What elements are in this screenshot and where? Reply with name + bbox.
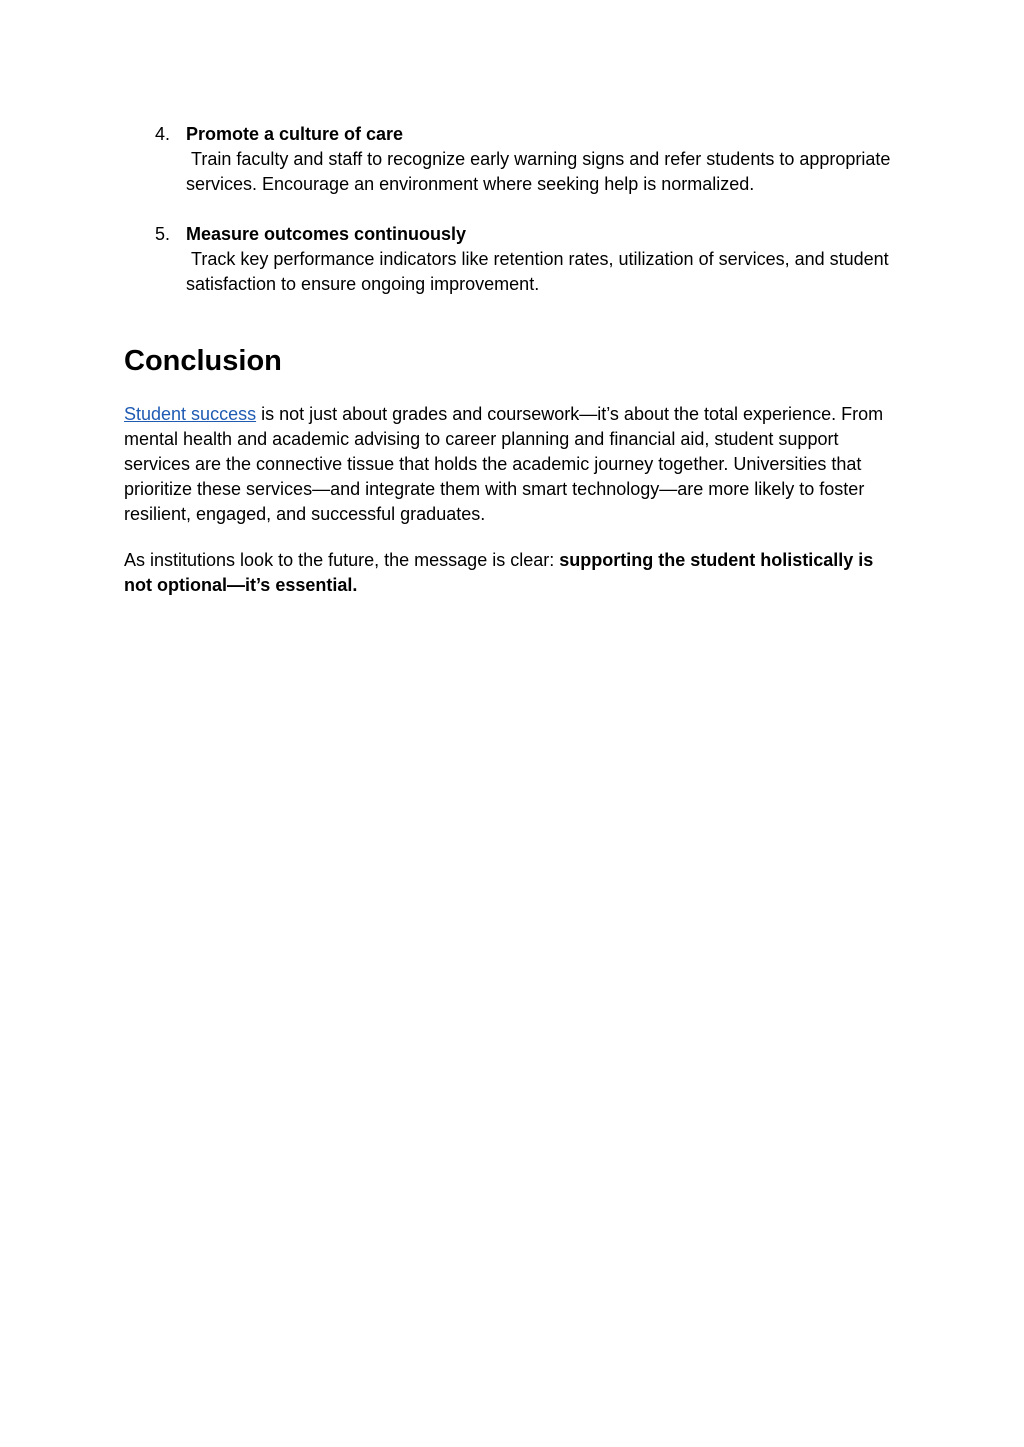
closing-paragraph-emphasis: supporting the student holistically is not optional—it’s essential. bbox=[124, 550, 874, 595]
conclusion-heading: Conclusion bbox=[124, 345, 282, 377]
student-success-link[interactable]: Student success bbox=[124, 404, 257, 424]
conclusion-paragraph-text: is not just about grades and coursework—it’s about the total experience. From mental health and academic advising to career planning and financial aid, student support services are the connective tissue that holds the academic journey together. Universities that prioritize these services—and integrate them with smart technology—are more likely to foster resilient, engaged, and successful graduates. bbox=[124, 404, 884, 524]
list-item-body: Track key performance indicators like retention rates, utilization of services, and student satisfaction to ensure ongoing improvement. bbox=[186, 249, 894, 294]
list-item-number: 4. bbox=[155, 124, 171, 144]
list-item-body: Train faculty and staff to recognize early warning signs and refer students to appropriate services. Encourage an environment where seeking help is normalized. bbox=[186, 149, 896, 194]
numbered-list bbox=[124, 122, 904, 322]
list-item-title: Promote a culture of care bbox=[186, 124, 404, 144]
conclusion-paragraph bbox=[124, 402, 899, 527]
closing-paragraph-text: As institutions look to the future, the message is clear: bbox=[124, 550, 560, 570]
list-item bbox=[124, 222, 904, 297]
list-item bbox=[124, 122, 904, 197]
list-item-number: 5. bbox=[155, 224, 171, 244]
closing-paragraph bbox=[124, 548, 899, 598]
list-item-title: Measure outcomes continuously bbox=[186, 224, 467, 244]
